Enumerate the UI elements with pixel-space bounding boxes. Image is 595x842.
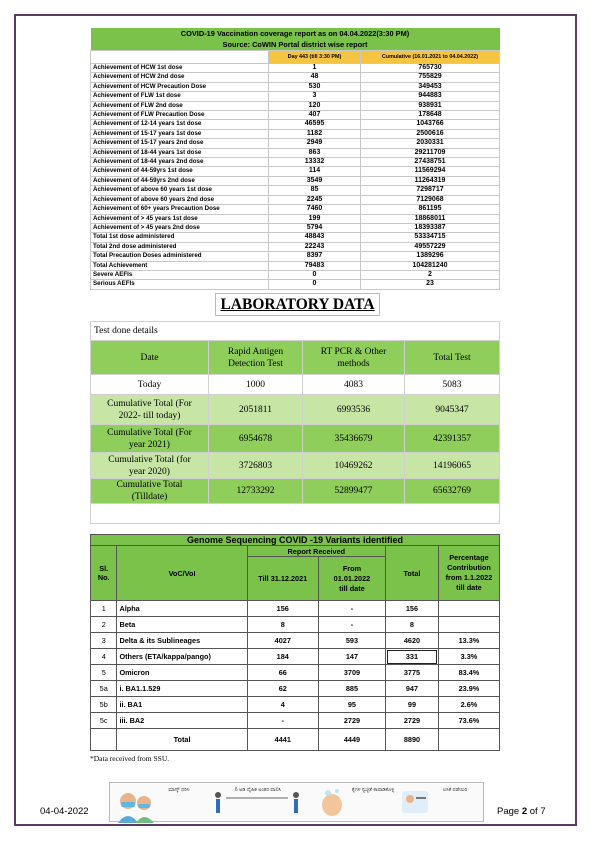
genome-variant: Omicron: [117, 665, 247, 681]
lab-rtpcr-value: 4083: [303, 375, 405, 395]
genome-total-pct: [438, 729, 499, 751]
lab-rat-value: 2051811: [209, 395, 303, 425]
vaccination-title: COVID-19 Vaccination coverage report as on 04.04.2022(3:30 PM): [91, 28, 500, 39]
vaccination-header-day: Day 443 (till 3:30 PM): [269, 51, 361, 64]
vaccination-row: [91, 186, 500, 195]
vaccination-cumulative-value: 765730: [361, 64, 500, 73]
genome-from: 885: [318, 681, 385, 697]
vaccination-row: [91, 101, 500, 110]
vaccination-row: [91, 82, 500, 91]
vaccination-cumulative-value: 2500616: [361, 129, 500, 138]
vaccination-label: Achievement of 44-59yrs 2nd dose: [91, 176, 269, 185]
genome-from: -: [318, 601, 385, 617]
vaccination-label: Achievement of FLW Precaution Dose: [91, 111, 269, 120]
vaccination-day-value: 22243: [269, 242, 361, 251]
vaccination-row: [91, 223, 500, 232]
vaccination-day-value: 863: [269, 148, 361, 157]
vaccination-day-value: 48843: [269, 233, 361, 242]
vaccination-day-value: 85: [269, 186, 361, 195]
vaccination-label: Achievement of 15-17 years 1st dose: [91, 129, 269, 138]
vaccination-row: [91, 261, 500, 270]
genome-from: 593: [318, 633, 385, 649]
genome-sl: 4: [91, 649, 117, 665]
vaccination-row: [91, 111, 500, 120]
page-current: 2: [521, 806, 528, 817]
vaccination-label: Achievement of 18-44 years 2nd dose: [91, 158, 269, 167]
vaccination-header-blank: [91, 51, 269, 64]
vaccination-day-value: 13332: [269, 158, 361, 167]
genome-percentage: [438, 617, 499, 633]
genome-total-total: 8890: [386, 729, 439, 751]
lab-total-value: 65632769: [405, 479, 500, 504]
lab-header-date: Date: [91, 341, 209, 375]
page-prefix: Page: [497, 806, 522, 817]
genome-total: 4620: [386, 633, 439, 649]
laboratory-title: LABORATORY DATA: [215, 293, 379, 316]
genome-header-report-received: Report Received: [247, 546, 385, 557]
vaccination-label: Achievement of 15-17 years 2nd dose: [91, 139, 269, 148]
vaccination-label: Achievement of > 45 years 1st dose: [91, 214, 269, 223]
vaccination-day-value: 2245: [269, 195, 361, 204]
genome-till: 4: [247, 697, 318, 713]
vaccination-row: [91, 129, 500, 138]
genome-row: [91, 713, 500, 729]
vaccination-day-value: 1: [269, 64, 361, 73]
genome-till: 4027: [247, 633, 318, 649]
page-suffix: of 7: [527, 806, 546, 817]
lab-rat-value: 1000: [209, 375, 303, 395]
lab-date: Cumulative Total (For 2022- till today): [91, 395, 209, 425]
genome-header-percentage: Percentage Contribution from 1.1.2022 till date: [438, 546, 499, 601]
genome-till: 66: [247, 665, 318, 681]
genome-total: 331: [386, 649, 439, 665]
genome-from: 147: [318, 649, 385, 665]
genome-header-voc: VoC/VoI: [117, 546, 247, 601]
vaccination-day-value: 46595: [269, 120, 361, 129]
vaccination-row: [91, 92, 500, 101]
lab-date: Cumulative Total (Tilldate): [91, 479, 209, 504]
laboratory-section-label: Test done details: [91, 322, 500, 341]
genome-percentage: 73.6%: [438, 713, 499, 729]
genome-till: -: [247, 713, 318, 729]
vaccination-label: Achievement of > 45 years 2nd dose: [91, 223, 269, 232]
vaccination-day-value: 0: [269, 270, 361, 279]
vaccination-label: Achievement of FLW 2nd dose: [91, 101, 269, 110]
vaccination-cumulative-value: 1389296: [361, 252, 500, 261]
genome-row: [91, 681, 500, 697]
genome-from: -: [318, 617, 385, 633]
genome-header-till: Till 31.12.2021: [247, 557, 318, 601]
vaccination-table: [90, 28, 500, 290]
vaccination-label: Achievement of 12-14 years 1st dose: [91, 120, 269, 129]
lab-total-value: 14196065: [405, 453, 500, 479]
genome-row: [91, 649, 500, 665]
genome-total: 947: [386, 681, 439, 697]
genome-total: 2729: [386, 713, 439, 729]
vaccination-label: Severe AEFIs: [91, 270, 269, 279]
genome-row: [91, 617, 500, 633]
vaccination-cumulative-value: 11569294: [361, 167, 500, 176]
vaccination-label: Total Achievement: [91, 261, 269, 270]
genome-sl: 1: [91, 601, 117, 617]
vaccination-cumulative-value: 178648: [361, 111, 500, 120]
genome-till: 184: [247, 649, 318, 665]
banner-text-vaccine: ಲಸಿಕೆ ಪಡೆಯಿರಿ: [442, 787, 468, 793]
lab-empty-row: [91, 504, 500, 524]
vaccination-row: [91, 280, 500, 289]
vaccination-day-value: 3549: [269, 176, 361, 185]
lab-row: [91, 479, 500, 504]
lab-row: [91, 425, 500, 453]
vaccination-row: [91, 242, 500, 251]
lab-rtpcr-value: 10469262: [303, 453, 405, 479]
genome-variant: i. BA1.1.529: [117, 681, 247, 697]
genome-sl: 5c: [91, 713, 117, 729]
vaccination-cumulative-value: 1043766: [361, 120, 500, 129]
vaccination-row: [91, 176, 500, 185]
lab-date: Today: [91, 375, 209, 395]
data-source-note: *Data received from SSU.: [90, 754, 170, 763]
lab-rtpcr-value: 52899477: [303, 479, 405, 504]
genome-row: [91, 697, 500, 713]
vaccination-icon: [402, 791, 428, 813]
vaccination-day-value: 120: [269, 101, 361, 110]
vaccination-cumulative-value: 2: [361, 270, 500, 279]
genome-from: 95: [318, 697, 385, 713]
lab-row: [91, 375, 500, 395]
vaccination-cumulative-value: 755829: [361, 73, 500, 82]
lab-rat-value: 6954678: [209, 425, 303, 453]
genome-sl: 5: [91, 665, 117, 681]
vaccination-label: Total 1st dose administered: [91, 233, 269, 242]
vaccination-row: [91, 148, 500, 157]
genome-sl: 3: [91, 633, 117, 649]
genome-variant: ii. BA1: [117, 697, 247, 713]
vaccination-day-value: 199: [269, 214, 361, 223]
distance-people-icon: [215, 792, 299, 813]
vaccination-day-value: 48: [269, 73, 361, 82]
genome-variant: Others (ETA/kappa/pango): [117, 649, 247, 665]
vaccination-cumulative-value: 18868011: [361, 214, 500, 223]
vaccination-cumulative-value: 53334715: [361, 233, 500, 242]
vaccination-row: [91, 270, 500, 279]
vaccination-day-value: 8397: [269, 252, 361, 261]
vaccination-row: [91, 167, 500, 176]
vaccination-label: Achievement of 18-44 years 1st dose: [91, 148, 269, 157]
masked-people-icon: [118, 793, 154, 823]
footer-date: 04-04-2022: [40, 806, 89, 817]
genome-variant: Alpha: [117, 601, 247, 617]
genome-till: 62: [247, 681, 318, 697]
vaccination-row: [91, 252, 500, 261]
vaccination-label: Achievement of HCW 1st dose: [91, 64, 269, 73]
vaccination-row: [91, 73, 500, 82]
lab-row: [91, 453, 500, 479]
genome-percentage: 83.4%: [438, 665, 499, 681]
vaccination-label: Achievement of HCW 2nd dose: [91, 73, 269, 82]
lab-total-value: 5083: [405, 375, 500, 395]
genome-sl: 5b: [91, 697, 117, 713]
vaccination-cumulative-value: 104281240: [361, 261, 500, 270]
genome-percentage: 13.3%: [438, 633, 499, 649]
genome-percentage: 2.6%: [438, 697, 499, 713]
vaccination-day-value: 79483: [269, 261, 361, 270]
vaccination-label: Achievement of FLW 1st dose: [91, 92, 269, 101]
vaccination-row: [91, 139, 500, 148]
vaccination-label: Achievement of 60+ years Precaution Dose: [91, 205, 269, 214]
banner-text-handwash: ಕೈಗಳ ಸ್ವಚ್ಛತೆ ಕಾಪಾಡಿಕೊಳ್ಳಿ: [351, 787, 395, 793]
vaccination-cumulative-value: 29211709: [361, 148, 500, 157]
genome-total-till: 4441: [247, 729, 318, 751]
genome-title: Genome Sequencing COVID -19 Variants identified: [91, 535, 500, 546]
genome-row: [91, 633, 500, 649]
genome-total-sl: [91, 729, 117, 751]
lab-date: Cumulative Total (for year 2020): [91, 453, 209, 479]
banner-text-distance: 6 ಅಡಿ ದೈಹಿಕ ಅಂತರ ಪಾಲಿಸಿ: [234, 787, 282, 793]
vaccination-cumulative-value: 349453: [361, 82, 500, 91]
lab-header-total: Total Test: [405, 341, 500, 375]
lab-rtpcr-value: 35436679: [303, 425, 405, 453]
vaccination-cumulative-value: 11264319: [361, 176, 500, 185]
lab-total-value: 42391357: [405, 425, 500, 453]
genome-sl: 5a: [91, 681, 117, 697]
banner-text-mask: ಮಾಸ್ಕ್ ಧರಿಸಿ: [168, 787, 190, 793]
vaccination-cumulative-value: 27438751: [361, 158, 500, 167]
vaccination-row: [91, 158, 500, 167]
vaccination-day-value: 114: [269, 167, 361, 176]
genome-total: 8: [386, 617, 439, 633]
vaccination-day-value: 1182: [269, 129, 361, 138]
genome-row: [91, 665, 500, 681]
vaccination-day-value: 5794: [269, 223, 361, 232]
lab-row: [91, 395, 500, 425]
vaccination-day-value: 3: [269, 92, 361, 101]
vaccination-label: Achievement of above 60 years 2nd dose: [91, 195, 269, 204]
vaccination-cumulative-value: 49557229: [361, 242, 500, 251]
vaccination-day-value: 7460: [269, 205, 361, 214]
awareness-banner: [109, 782, 484, 822]
vaccination-row: [91, 214, 500, 223]
genome-total: 99: [386, 697, 439, 713]
vaccination-header-cumulative: Cumulative (16.01.2021 to 04.04.2022): [361, 51, 500, 64]
vaccination-cumulative-value: 938931: [361, 101, 500, 110]
genome-header-sl: Sl. No.: [91, 546, 117, 601]
genome-sl: 2: [91, 617, 117, 633]
genome-from: 2729: [318, 713, 385, 729]
lab-date: Cumulative Total (For year 2021): [91, 425, 209, 453]
hand-wash-icon: [322, 789, 342, 816]
vaccination-row: [91, 120, 500, 129]
genome-table: [90, 534, 500, 751]
genome-variant: iii. BA2: [117, 713, 247, 729]
genome-total-from: 4449: [318, 729, 385, 751]
genome-till: 8: [247, 617, 318, 633]
genome-row: [91, 601, 500, 617]
genome-total: 3775: [386, 665, 439, 681]
vaccination-label: Achievement of 44-59yrs 1st dose: [91, 167, 269, 176]
genome-variant: Beta: [117, 617, 247, 633]
lab-rtpcr-value: 6993536: [303, 395, 405, 425]
lab-header-rtpcr: RT PCR & Other methods: [303, 341, 405, 375]
vaccination-label: Total Precaution Doses administered: [91, 252, 269, 261]
vaccination-cumulative-value: 23: [361, 280, 500, 289]
vaccination-row: [91, 64, 500, 73]
vaccination-cumulative-value: 18393387: [361, 223, 500, 232]
vaccination-label: Achievement of HCW Precaution Dose: [91, 82, 269, 91]
vaccination-row: [91, 195, 500, 204]
genome-till: 156: [247, 601, 318, 617]
vaccination-cumulative-value: 2030331: [361, 139, 500, 148]
page-number: [497, 806, 546, 817]
vaccination-day-value: 0: [269, 280, 361, 289]
genome-percentage: [438, 601, 499, 617]
genome-header-total: Total: [386, 546, 439, 601]
genome-header-from: From 01.01.2022 till date: [318, 557, 385, 601]
lab-rat-value: 3726803: [209, 453, 303, 479]
vaccination-cumulative-value: 944883: [361, 92, 500, 101]
vaccination-cumulative-value: 861195: [361, 205, 500, 214]
vaccination-label: Achievement of above 60 years 1st dose: [91, 186, 269, 195]
genome-percentage: 3.3%: [438, 649, 499, 665]
vaccination-cumulative-value: 7298717: [361, 186, 500, 195]
genome-total-label: Total: [117, 729, 247, 751]
genome-percentage: 23.9%: [438, 681, 499, 697]
genome-total: 156: [386, 601, 439, 617]
vaccination-row: [91, 205, 500, 214]
vaccination-source: Source: CoWIN Portal district wise report: [91, 39, 500, 51]
vaccination-day-value: 407: [269, 111, 361, 120]
genome-from: 3709: [318, 665, 385, 681]
laboratory-heading: [0, 296, 595, 314]
genome-variant: Delta & its Sublineages: [117, 633, 247, 649]
lab-rat-value: 12733292: [209, 479, 303, 504]
vaccination-day-value: 530: [269, 82, 361, 91]
vaccination-label: Total 2nd dose administered: [91, 242, 269, 251]
laboratory-table: [90, 321, 500, 524]
vaccination-label: Serious AEFIs: [91, 280, 269, 289]
lab-total-value: 9045347: [405, 395, 500, 425]
page-footer: [14, 780, 577, 826]
vaccination-day-value: 2949: [269, 139, 361, 148]
vaccination-row: [91, 233, 500, 242]
lab-header-rat: Rapid Antigen Detection Test: [209, 341, 303, 375]
vaccination-cumulative-value: 7129068: [361, 195, 500, 204]
